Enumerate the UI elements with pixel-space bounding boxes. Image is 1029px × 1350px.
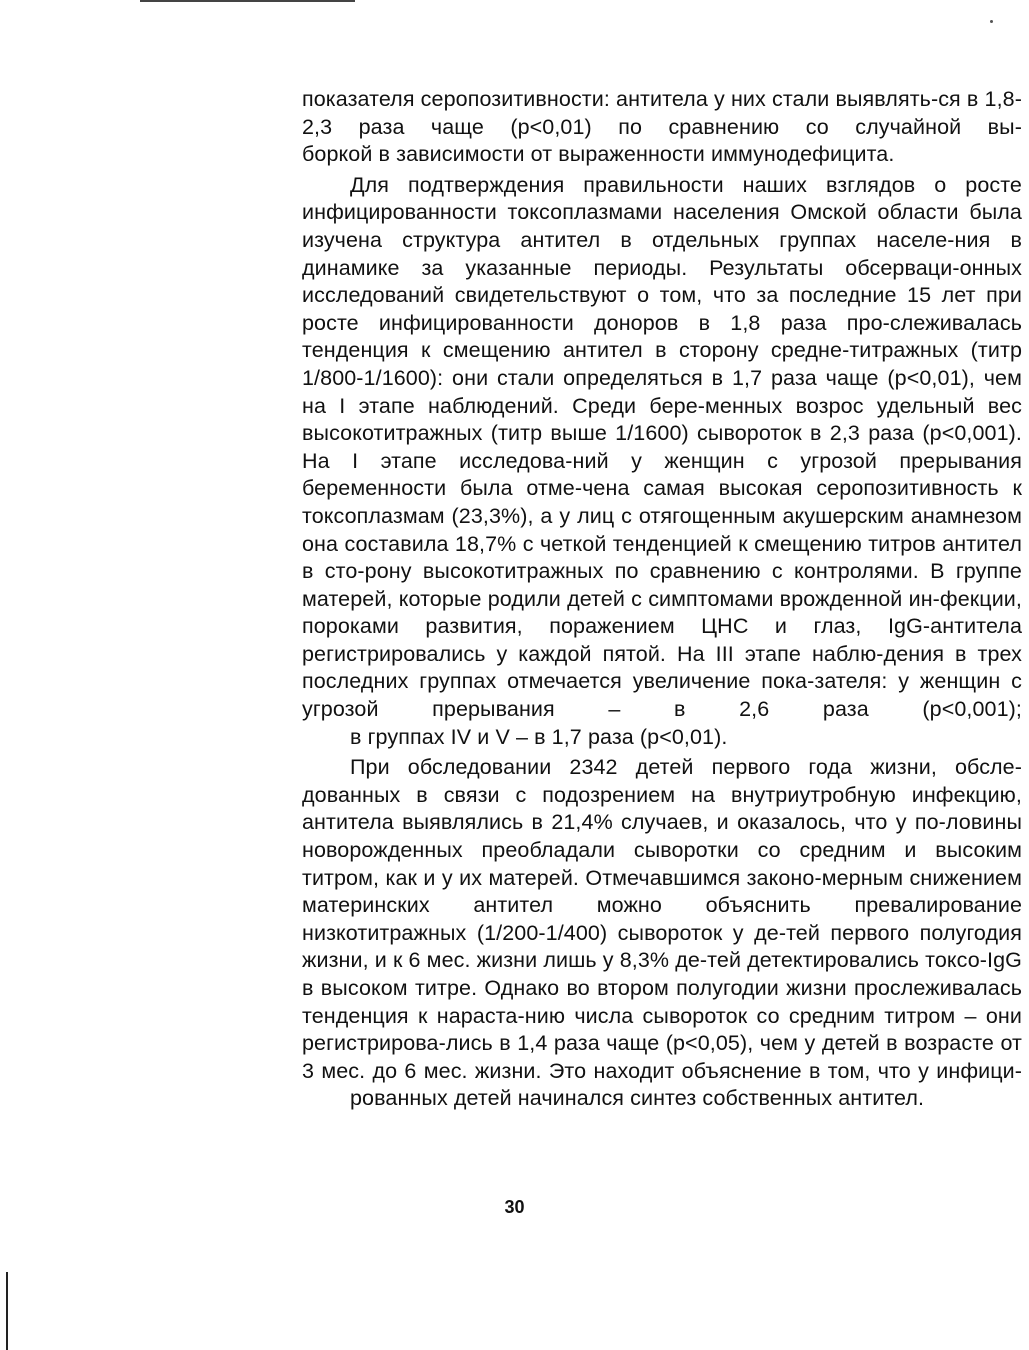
top-rule-mark: [140, 0, 355, 2]
scan-edge-line: [6, 1272, 8, 1350]
scan-speck-mark: [990, 20, 993, 23]
paragraph-3-last-line: рованных детей начинался синтез собственных антител.: [350, 1086, 925, 1111]
paragraph-2: [302, 172, 1022, 751]
paragraph-3: [302, 754, 1022, 1113]
paragraph-2-last-line: в группах IV и V – в 1,7 раза (р<0,01).: [350, 724, 728, 749]
paragraph-2-text: Для подтверждения правильности наших взглядов о росте инфицированности токсоплазмами населения Омской области была изучена структура антител в отдельных группах населе-ния в динамике за указанные периоды. Результаты обсерваци-онных исследований свидетельствуют о том, что за последние 15 лет при росте инфицированности доноров в 1,8 раза про-слеживалась тенденция к смещению антител в сторону средне-титражных (титр 1/800-1/1600): они стали определяться в 1,7 раза чаще (р<0,01), чем на I этапе наблюдений. Среди бере-менных возрос удельный вес высокотитражных (титр выше 1/1600) сывороток в 2,3 раза (р<0,001). На I этапе исследова-ний у женщин с угрозой прерывания беременности была отме-чена самая высокая серопозитивность к токсоплазмам (23,3%), а у лиц с отягощенным акушерским анамнезом она составила 18,7% с четкой тенденцией к смещению титров антител в сто-рону высокотитражных по сравнению с контролями. В группе матерей, которые родили детей с симптомами врожденной ин-фекции, пороками развития, поражением ЦНС и глаз, IgG-антитела регистрировались у каждой пятой. На III этапе наблю-дения в трех последних группах отмечается увеличение пока-зателя: у женщин с угрозой прерывания – в 2,6 раза (р<0,001);: [302, 172, 1022, 722]
paragraph-1: [302, 86, 1022, 169]
paragraph-1-last-line: боркой в зависимости от выраженности иммунодефицита.: [302, 142, 895, 167]
paragraph-1-text: показателя серопозитивности: антитела у них стали выявлять-ся в 1,8-2,3 раза чаще (р<0,01) по сравнению со случайной вы-: [302, 87, 1022, 139]
page-number: 30: [504, 1197, 525, 1217]
text-column: [302, 86, 1022, 1113]
paragraph-3-text: При обследовании 2342 детей первого года жизни, обсле-дованных в связи с подозрением на внутриутробную инфекцию, антитела выявлялись в 21,4% случаев, и оказалось, что у по-ловины новорожденных преобладали сыворотки со средним и высоким титром, как и у их матерей. Отмечавшимся законо-мерным снижением материнских антител можно объяснить превалирование низкотитражных (1/200-1/400) сывороток у де-тей первого полугодия жизни, и к 6 мес. жизни лишь у 8,3% де-тей детектировались токсо-IgG в высоком титре. Однако во втором полугодии жизни прослеживалась тенденция к нараста-нию числа сывороток со средним титром – они регистрирова-лись в 1,4 раза чаще (р<0,05), чем у детей в возрасте от 3 мес. до 6 мес. жизни. Это находит объяснение в том, что у инфици-: [302, 755, 1022, 1083]
